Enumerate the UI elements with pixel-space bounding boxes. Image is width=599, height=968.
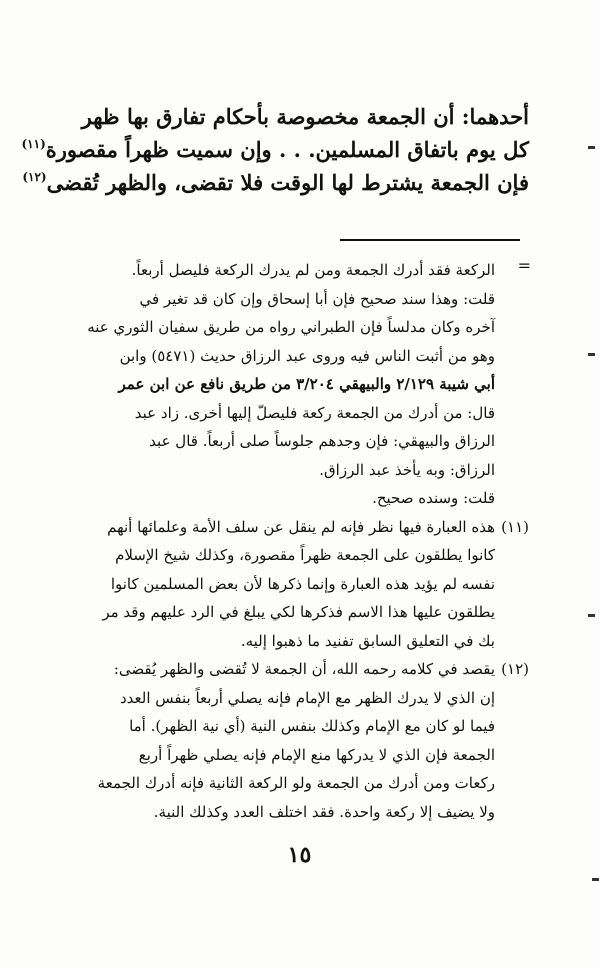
footnote-line: فيما لو كان مع الإمام وكذلك بنفس النية (أي نية الظهر). أما	[129, 717, 495, 735]
margin-mark	[588, 146, 595, 149]
main-text	[21, 100, 529, 199]
footnote-line: ولا يضيف إلا ركعة واحدة. فقد اختلف العدد وكذلك النية.	[153, 802, 495, 821]
footnote-line: ركعات ومن أدرك من الجمعة ولو الركعة الثانية فإنه أدرك الجمعة	[97, 774, 495, 792]
footnote-line: الرزاق والبيهقي: فإن وجدهم جلوساً صلى أربعاً. قال عبد	[149, 432, 495, 450]
main-line-1-text: أحدهما: أن الجمعة مخصوصة بأحكام تفارق بها ظهر	[81, 104, 529, 129]
footnote-line: كانوا يطلقون على الجمعة ظهراً مقصورة، وكذلك شيخ الإسلام	[115, 546, 495, 564]
footnote-separator	[340, 239, 520, 241]
footnote-line: الرزاق: وبه يأخذ عبد الرزاق.	[319, 460, 495, 479]
margin-mark	[588, 614, 595, 617]
main-line-3	[22, 166, 529, 199]
page-number: ١٥	[287, 842, 312, 868]
margin-mark	[588, 353, 595, 356]
footnote-line: آخره وكان مدلساً فإن الطبراني رواه من طريق سفيان الثوري عنه	[87, 318, 495, 336]
footnote-line: أبي شيبة ٢/١٢٩ والبيهقي ٣/٢٠٤ من طريق نافع عن ابن عمر	[118, 375, 495, 393]
footnote-12	[74, 655, 529, 826]
footnote-12-number: (١٢)	[501, 660, 529, 678]
footnote-ref-11: (١١)	[21, 137, 46, 151]
footnote-line: نفسه لم يؤيد هذه العبارة وإنما ذكرها لأن بعض المسلمين كانوا	[110, 574, 495, 593]
footnotes	[74, 256, 529, 826]
footnote-line: قال: من أدرك من الجمعة ركعة فليصلّ إليها أخرى. زاد عبد	[134, 403, 495, 422]
footnote-line: هذه العبارة فيها نظر فإنه لم ينقل عن سلف الأمة وعلمائها أنهم	[107, 517, 495, 536]
footnote-line: إن الذي لا يدرك الظهر مع الإمام فإنه يصلي أربعاً بنفس العدد	[120, 688, 495, 707]
footnote-line: الركعة فقد أدرك الجمعة ومن لم يدرك الركعة فليصل أربعاً.	[131, 261, 495, 279]
footnote-line: الجمعة فإن الذي لا يدركها منع الإمام فإنه يصلي ظهراً أربع	[138, 745, 495, 764]
main-line-1	[72, 100, 529, 133]
footnote-line: قلت: وهذا سند صحيح فإن أبا إسحاق وإن كان قد تغير في	[139, 289, 495, 308]
main-line-2-text: كل يوم باتفاق المسلمين. . . وإن سميت ظهراً مقصورة	[45, 137, 529, 162]
footnote-line: قلت: وسنده صحيح.	[372, 489, 495, 507]
footnote-11-number: (١١)	[501, 517, 529, 536]
footnote-first-line	[74, 655, 529, 684]
continuation-mark: =	[517, 256, 531, 275]
main-line-2	[21, 133, 529, 166]
footnote-ref-12: (١٢)	[22, 170, 47, 184]
footnote-continuation	[74, 256, 529, 513]
footnote-line: يطلقون عليها هذا الاسم فذكرها لكي يبلغ في الرد عليهم وقد مر	[102, 603, 495, 621]
footnote-11	[74, 513, 529, 656]
margin-mark	[592, 878, 599, 881]
footnote-line: يقصد في كلامه رحمه الله، أن الجمعة لا تُقضى والظهر يُقضى:	[113, 660, 495, 678]
main-line-3-text: فإن الجمعة يشترط لها الوقت فلا تقضى، والظهر تُقضى	[46, 170, 529, 195]
footnote-first-line	[74, 513, 529, 542]
footnote-line: بك في التعليق السابق تفنيد ما ذهبوا إليه.	[240, 631, 495, 650]
footnote-line: وهو من أثبت الناس فيه وروى عبد الرزاق حديث (٥٤٧١) وابن	[119, 346, 495, 365]
